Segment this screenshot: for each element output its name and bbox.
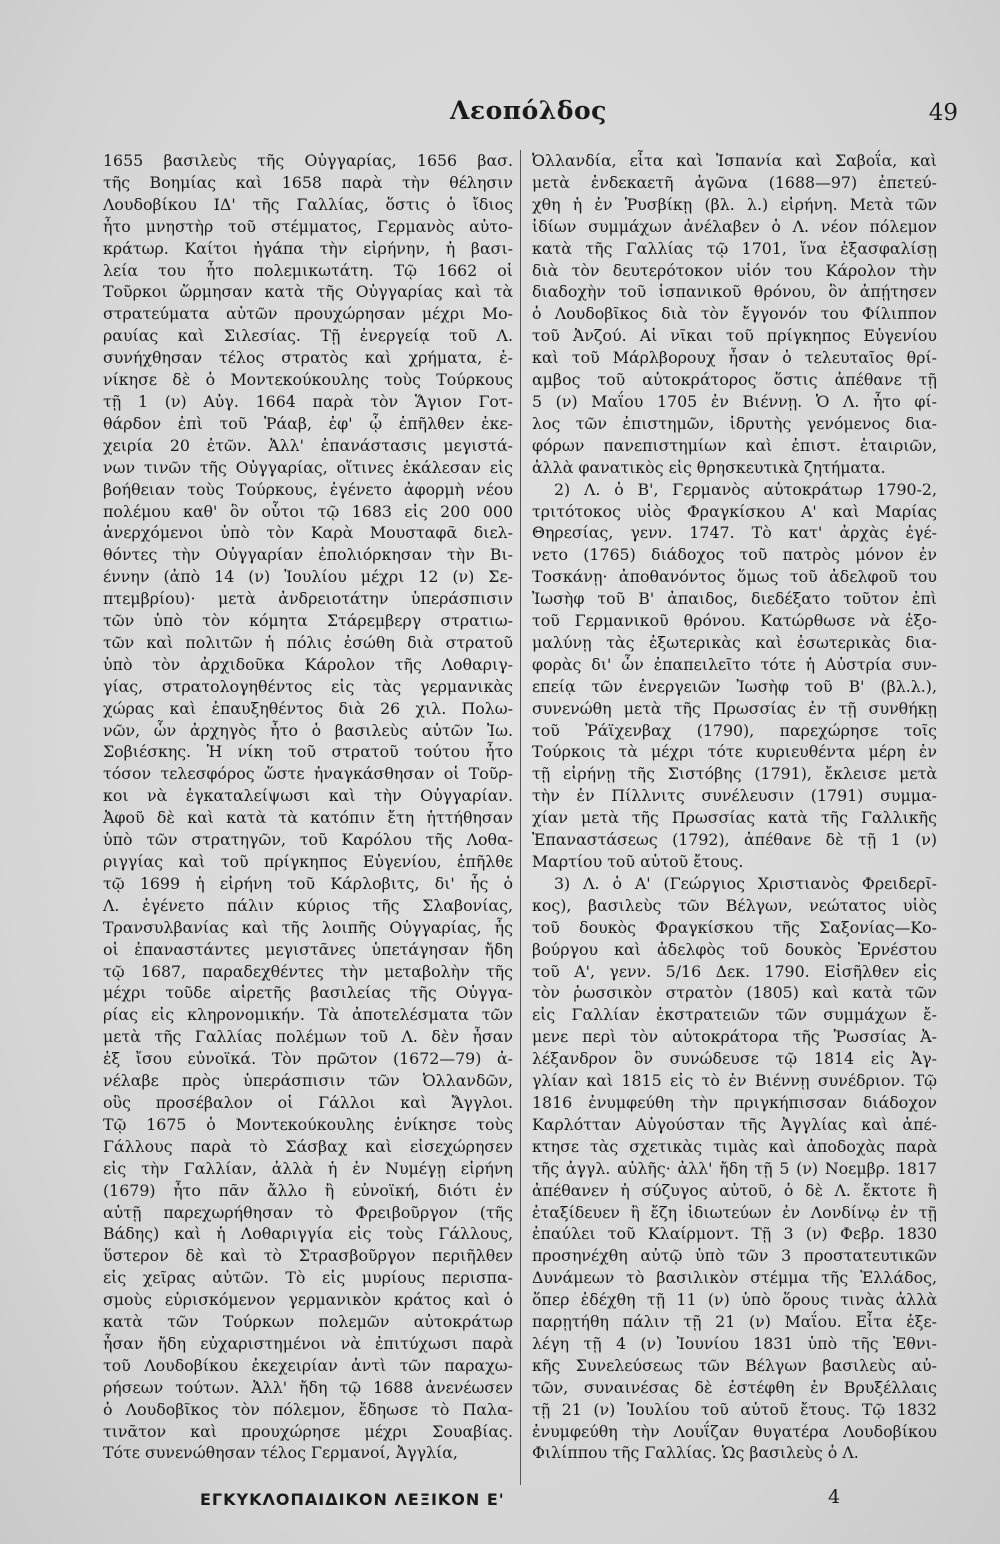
- left-column-line: νῶν, ὧν ἀρχηγὸς ἦτο ὁ βασιλεὺς αὐτῶν Ἰω.: [103, 720, 513, 740]
- right-column-line: αμβος τοῦ αὐτοκράτορος ὅστις ἀπέθανε τῇ: [532, 370, 937, 390]
- right-column-line: χίαν μετὰ τῆς Πρωσσίας κατὰ τῆς Γαλλικῆς: [532, 808, 937, 828]
- right-column-line: Ἰωσὴφ τοῦ Β' ἀπαιδος, διεδέξατο τοῦτον ἐπὶ: [532, 589, 937, 609]
- right-column-line: γλίαν καὶ 1815 εἰς τὸ ἐν Βιέννῃ συνέδριον. Τῷ: [532, 1071, 937, 1091]
- left-column-line: τινᾶτον καὶ προυχώρησε μέχρι Σουαβίας.: [103, 1421, 513, 1441]
- right-column: [532, 150, 937, 1464]
- right-column-line: κατὰ τῆς Γαλλίας τῷ 1701, ἵνα ἐξασφαλίσῃ: [532, 238, 937, 258]
- right-column-line: Τούρκοις τὰ μέχρι τότε κυριευθέντα μέρη ἐν: [532, 742, 937, 762]
- left-column-line: Σοβιέσκης. Ἡ νίκη τοῦ στρατοῦ τούτου ἦτο: [103, 742, 513, 762]
- left-column-line: οὓς προσέβαλον οἱ Γάλλοι καὶ Ἄγγλοι.: [103, 1092, 513, 1112]
- right-column-line: μενε περὶ τὸν αὐτοκράτορα τῆς Ῥωσσίας Ἀ-: [532, 1027, 937, 1047]
- left-column-line: τῷ 1699 ἡ εἰρήνη τοῦ Κάρλοβιτς, δι' ἧς ὁ: [103, 873, 513, 893]
- right-column-line: διαδοχὴν τοῦ ἱσπανικοῦ θρόνου, ὃν ἀπῄτησεν: [532, 282, 937, 302]
- right-column-line: Φιλίππου τῆς Γαλλίας. Ὡς βασιλεὺς ὁ Λ.: [532, 1443, 859, 1463]
- left-column-line: νέλαβε πρὸς ὑπεράσπισιν τῶν Ὀλλανδῶν,: [103, 1071, 513, 1091]
- right-column-line: 2) Λ. ὁ Β', Γερμανὸς αὐτοκράτωρ 1790-2,: [554, 479, 937, 499]
- left-column-line: χειρία 20 ἐτῶν. Ἀλλ' ἐπανάστασις μεγιστά-: [103, 435, 513, 455]
- left-column-line: οἱ ἐπαναστάντες μεγιστᾶνες ὑπετάγησαν ἤδη: [103, 939, 513, 959]
- right-column-line: 3) Λ. ὁ Α' (Γεώργιος Χριστιανὸς Φρειδερῖ-: [554, 873, 937, 893]
- right-column-line: τοῦ Ἀνζού. Αἱ νῖκαι τοῦ πρίγκηπος Εὐγενίου: [532, 326, 937, 346]
- right-column-line: τοῦ Ῥάϊχενβαχ (1790), παρεχώρησε τοῖς: [532, 720, 937, 740]
- signature-number: 4: [828, 1486, 841, 1508]
- left-column-line: 1655 βασιλεὺς τῆς Οὐγγαρίας, 1656 βασ.: [103, 151, 513, 170]
- right-column-line: λος τῶν ἐπιστημῶν, ἱδρυτὴς γενόμενος δια-: [532, 413, 937, 433]
- left-column-line: τῶν καὶ πολιτῶν ἡ πόλις ἐσώθη διὰ στρατοῦ: [103, 632, 513, 652]
- left-column-line: ὑπὸ τὸν ἀρχιδοῦκα Κάρολον τῆς Λοθαριγ-: [103, 654, 513, 674]
- right-column-line: καὶ τοῦ Μάρλβορουχ ἦσαν ὁ τελευταῖος θρί-: [532, 348, 937, 368]
- left-column-line: Τρανσυλβανίας καὶ τῆς λοιπῆς Οὐγγαρίας, ἧς: [103, 917, 513, 937]
- right-column-line: τὸν ῥωσσικὸν στρατὸν (1805) καὶ κατὰ τῶν: [532, 983, 937, 1003]
- left-column-line: ὑπὸ τῶν στρατηγῶν, τοῦ Καρόλου τῆς Λοθα-: [103, 830, 513, 850]
- left-column-line: θόντες τὴν Οὐγγαρίαν ἐπολιόρκησαν τὴν Βι-: [103, 545, 513, 565]
- right-column-line: 1816 ἐνυμφεύθη τὴν πριγκήπισσαν διάδοχον: [532, 1092, 937, 1112]
- left-column-line: ρήσεων τούτων. Ἀλλ' ἤδη τῷ 1688 ἀνενέωσεν: [103, 1377, 513, 1397]
- right-column-line: εἰς Γαλλίαν ἐκστρατειῶν τῶν συμμάχων ἔ-: [532, 1005, 937, 1025]
- left-column-line: συνήχθησαν τέλος στρατὸς καὶ χρήματα, ἐ-: [103, 348, 513, 368]
- right-column-line: ἀπέθανεν ἡ σύζυγος αὐτοῦ, ὁ δὲ Λ. ἔκτοτε ἢ: [532, 1180, 937, 1200]
- left-column-line: τῆς Βοημίας καὶ 1658 παρὰ τὴν θέλησιν: [103, 172, 513, 192]
- left-column-line: ὕστερον δὲ καὶ τὸ Στρασβοῦργον περιῆλθεν: [103, 1246, 513, 1266]
- left-column-line: τῶν ὑπὸ τὸν κόμητα Στάρεμβεργ στρατιω-: [103, 611, 513, 631]
- left-column-line: κατὰ τῶν Τούρκων πολεμῶν αὐτοκράτωρ: [103, 1312, 513, 1332]
- left-column-line: μετὰ τῆς Γαλλίας πολέμων τοῦ Λ. δὲν ἦσαν: [103, 1027, 513, 1047]
- left-column-line: ἦσαν ἤδη εὐχαριστημένοι νὰ ἐπιτύχωσι παρὰ: [103, 1333, 513, 1353]
- right-column-line: Θηρεσίας, γενν. 1747. Τὸ κατ' ἀρχὰς ἐγέ-: [532, 523, 937, 543]
- left-column-line: πολέμου καθ' ὃν οὗτοι τῷ 1683 εἰς 200 000: [103, 501, 513, 521]
- right-column-line: κτησε τὰς σχετικὰς τιμὰς καὶ ἀποδοχὰς παρὰ: [532, 1136, 937, 1156]
- left-column-line: Τοῦρκοι ὥρμησαν κατὰ τῆς Οὐγγαρίας καὶ τὰ: [103, 282, 513, 302]
- right-column-line: λέγη τῇ 4 (ν) Ἰουνίου 1831 ὑπὸ τῆς Ἐθνι-: [532, 1333, 937, 1353]
- right-column-line: χθη ἡ ἐν Ῥυσβίκῃ (βλ. λ.) εἰρήνη. Μετὰ τῶν: [532, 194, 937, 214]
- left-column-line: ρίας εἰς κληρονομικήν. Τὰ ἀποτελέσματα τῶν: [103, 1005, 513, 1025]
- left-column-line: τῷ 1687, παραδεχθέντες τὴν μεταβολὴν τῆς: [103, 961, 513, 981]
- right-column-line: ἀλλὰ φανατικὸς εἰς θρησκευτικὰ ζητήματα.: [532, 457, 886, 477]
- left-column-line: νων τινῶν τῆς Οὐγγαρίας, οἵτινες ἐκάλεσαν εἰς: [103, 457, 513, 477]
- right-column-line: Ὀλλανδία, εἶτα καὶ Ἱσπανία καὶ Σαβοΐα, καὶ: [532, 151, 937, 170]
- left-column-line: Τῷ 1675 ὁ Μοντεκούκουλης ἐνίκησε τοὺς: [103, 1114, 513, 1134]
- right-column-line: διὰ τὸν δευτερότοκον υἱόν του Κάρολον τὴν: [532, 260, 937, 280]
- right-column-line: κος), βασιλεὺς τῶν Βέλγων, νεώτατος υἱὸς: [532, 895, 937, 915]
- left-column-line: (1679) ἦτο πᾶν ἄλλο ἢ εὐνοϊκή, διότι ἐν: [103, 1180, 513, 1200]
- right-column-line: επείᾳ τῶν ἐνεργειῶν Ἰωσὴφ τοῦ Β' (βλ.λ.),: [532, 676, 937, 696]
- page-number: 49: [928, 100, 958, 126]
- right-column-line: ἰδίων συμμάχων ἀνέλαβεν ὁ Λ. νέον πόλεμον: [532, 216, 937, 236]
- right-column-line: ἐνυμφεύθη τὴν Λουΐζαν θυγατέρα Λουδοβίκου: [532, 1421, 937, 1441]
- left-column-line: κοι νὰ ἐγκαταλείψωσι καὶ τὴν Οὐγγαρίαν.: [103, 786, 513, 806]
- right-column-line: τριτότοκος υἱὸς Φραγκίσκου Α' καὶ Μαρίας: [532, 501, 937, 521]
- right-column-line: ὅπερ ἐδέχθη τῇ 11 (ν) ὑπὸ ὅρους τινὰς ἀλλὰ: [532, 1290, 937, 1310]
- left-column-line: έννην (ἀπὸ 14 (ν) Ἰουλίου μέχρι 12 (ν) Σε-: [103, 567, 513, 587]
- left-column-line: ἀνερχόμενοι ὑπὸ τὸν Καρὰ Μουσταφᾶ διελ-: [103, 523, 513, 543]
- left-column-line: ἦτο μνηστὴρ τοῦ στέμματος, Γερμανὸς αὐτο-: [103, 216, 513, 236]
- left-column-line: τόσον τελεσφόρος ὥστε ἠναγκάσθησαν οἱ Τοῦρ-: [103, 764, 513, 784]
- right-column-line: τοῦ Α', γενν. 5/16 Δεκ. 1790. Εἰσῆλθεν εἰς: [532, 961, 937, 981]
- left-column-line: κράτωρ. Καίτοι ἠγάπα τὴν εἰρήνην, ἡ βασι-: [103, 238, 513, 258]
- left-column-line: λεία του ἦτο πολεμικωτάτη. Τῷ 1662 οἱ: [103, 260, 513, 280]
- right-column-line: ἐταξίδευεν ἢ ἔζη ἰδιωτεύων ἐν Λονδίνῳ ἐν τῇ: [532, 1202, 937, 1222]
- right-column-line: Καρλότταν Αὐγούσταν τῆς Ἀγγλίας καὶ ἀπέ-: [532, 1114, 937, 1134]
- left-column-line: ὁ Λουδοβῖκος τὸν πόλεμον, ἔδηωσε τὸ Παλα-: [103, 1399, 513, 1419]
- left-column-line: εἰς τὴν Γαλλίαν, ἀλλὰ ἡ ἐν Νυμέγῃ εἰρήνη: [103, 1158, 513, 1178]
- right-column-line: κῆς Συνελεύσεως τῶν Βέλγων βασιλεὺς αὐ-: [532, 1355, 937, 1375]
- right-column-line: συνενώθη μετὰ τῆς Πρωσσίας ἐν τῇ συνθήκῃ: [532, 698, 937, 718]
- right-column-line: ὁ Λουδοβῖκος διὰ τὸν ἔγγονόν του Φίλιππον: [532, 304, 937, 324]
- left-column-line: Λ. ἐγένετο πάλιν κύριος τῆς Σλαβονίας,: [103, 895, 513, 915]
- right-column-line: τῆς ἀγγλ. αὐλῆς· ἀλλ' ἤδη τῇ 5 (ν) Νοεμβρ. 1817: [532, 1158, 937, 1178]
- left-column-line: γίας, στρατολογηθέντος εἰς τὰς γερμανικὰς: [103, 676, 513, 696]
- right-column-line: Μαρτίου τοῦ αὐτοῦ ἔτους.: [532, 852, 744, 871]
- right-column-line: φορὰς δι' ὧν ἐπαπειλεῖτο τότε ἡ Αὐστρία συν-: [532, 654, 937, 674]
- page-title: Λεοπόλδος: [450, 96, 607, 125]
- left-column-line: ραυίας καὶ Σιλεσίας. Τῇ ἐνεργείᾳ τοῦ Λ.: [103, 326, 513, 346]
- right-column-line: μαλύνῃ τὰς ἐξωτερικὰς καὶ ἐσωτερικὰς δια-: [532, 632, 937, 652]
- left-column-line: ἐξ ἴσου εὐνοϊκά. Τὸν πρῶτον (1672—79) ἀ-: [103, 1049, 513, 1069]
- column-divider: [520, 150, 521, 1485]
- left-column-line: βοήθειαν τοὺς Τούρκους, ἐγένετο ἀφορμὴ νέου: [103, 479, 513, 499]
- right-column-line: νετο (1765) διάδοχος τοῦ πατρὸς μόνον ἐν: [532, 545, 937, 565]
- right-column-line: τοῦ δουκὸς Φραγκίσκου τῆς Σαξονίας—Κο-: [532, 917, 937, 937]
- right-column-line: τὴν ἐν Πίλλνιτς συνέλευσιν (1791) συμμα-: [532, 786, 937, 806]
- right-column-line: βούργου καὶ ἀδελφὸς τοῦ δουκὸς Ἐρνέστου: [532, 939, 937, 959]
- left-column-line: μέχρι τοῦδε αἱρετῆς βασιλείας τῆς Οὐγγα-: [103, 983, 513, 1003]
- left-column-line: ριγγίας καὶ τοῦ πρίγκηπος Εὐγενίου, ἐπῆλθε: [103, 852, 513, 871]
- left-column-line: Γάλλους παρὰ τὸ Σάσβαχ καὶ εἰσεχώρησεν: [103, 1136, 513, 1156]
- left-column-line: τοῦ Λουδοβίκου ἐκεχειρίαν ἀντὶ τῶν παραχω-: [103, 1355, 513, 1375]
- right-column-line: προσηνέχθη αὐτῷ ὑπὸ τῶν 3 προστατευτικῶν: [532, 1246, 937, 1266]
- right-column-line: τῇ εἰρήνῃ τῆς Σιστόβης (1791), ἔκλεισε μετὰ: [532, 764, 937, 784]
- left-column-line: εἰς χεῖρας αὐτῶν. Τὸ εἰς μυρίους περισπα-: [103, 1268, 513, 1288]
- left-column-line: Ἀφοῦ δὲ καὶ κατὰ τὰ κατόπιν ἔτη ἡττήθησαν: [103, 808, 513, 828]
- right-column-line: παρῃτήθη πάλιν τῇ 21 (ν) Μαΐου. Εἶτα ἐξε-: [532, 1312, 937, 1332]
- right-column-line: 5 (ν) Μαΐου 1705 ἐν Βιέννῃ. Ὁ Λ. ἦτο φί-: [532, 391, 937, 411]
- left-column-line: Λουδοβίκου ΙΔ' τῆς Γαλλίας, ὅστις ὁ ἴδιος: [103, 194, 513, 214]
- printer-signature: ΕΓΚΥΚΛΟΠΑΙΔΙΚΟΝ ΛΕΞΙΚΟΝ Ε': [200, 1490, 505, 1509]
- right-column-line: Τοσκάνῃ· ἀποθανόντος ὅμως τοῦ ἀδελφοῦ του: [532, 567, 937, 587]
- right-column-line: τοῦ Γερμανικοῦ θρόνου. Κατώρθωσε νὰ ἐξο-: [532, 611, 937, 631]
- left-column-line: τῇ 1 (ν) Αὐγ. 1664 παρὰ τὸν Ἅγιον Γοτ-: [103, 391, 513, 411]
- right-column-line: τῇ 21 (ν) Ἰουλίου τοῦ αὐτοῦ ἔτους. Τῷ 1832: [532, 1399, 937, 1419]
- left-column-line: Τότε συνενώθησαν τέλος Γερμανοί, Ἀγγλία,: [103, 1443, 458, 1463]
- right-column-line: λέξανδρον ὃν συνώδευσε τῷ 1814 εἰς Ἀγ-: [532, 1049, 937, 1069]
- left-column: [103, 150, 513, 1464]
- left-column-line: σμοὺς εὑρισκόμενον γερμανικὸν κράτος καὶ ὁ: [103, 1290, 513, 1310]
- right-column-line: φόρων πανεπιστημίων καὶ ἐπιστ. ἑταιριῶν,: [532, 435, 937, 455]
- left-column-line: στρατεύματα αὐτῶν προυχώρησαν μέχρι Μο-: [103, 304, 513, 324]
- right-column-line: Ἐπαναστάσεως (1792), ἀπέθανε δὲ τῇ 1 (ν): [532, 830, 937, 850]
- left-column-line: αὐτῇ παρεχωρήθησαν τὸ Φρειβοῦργον (τῆς: [103, 1202, 513, 1222]
- right-column-line: Δυνάμεων τὸ βασιλικὸν στέμμα τῆς Ἑλλάδος,: [532, 1268, 937, 1288]
- left-column-line: πτεμβρίου)· μετὰ ἀνδρειοτάτην ὑπεράσπισιν: [103, 589, 513, 609]
- left-column-line: Βάδης) καὶ ἡ Λοθαριγγία εἰς τοὺς Γάλλους,: [103, 1224, 513, 1244]
- page-footer: [0, 1486, 1000, 1530]
- right-column-line: τῶν, συναινέσας δὲ ἐστέφθη ἐν Βρυξέλλαις: [532, 1377, 937, 1397]
- running-head: [0, 96, 1000, 136]
- left-column-line: νίκησε δὲ ὁ Μοντεκούκουλης τοὺς Τούρκους: [103, 370, 513, 390]
- right-column-line: ἐπαύλει τοῦ Κλαίρμοντ. Τῇ 3 (ν) Φεβρ. 1830: [532, 1224, 937, 1244]
- left-column-line: χώρας καὶ ἐπαυξηθέντος διὰ 26 χιλ. Πολω-: [103, 698, 513, 718]
- right-column-line: μετὰ ἑνδεκαετῆ ἀγῶνα (1688—97) ἐπετεύ-: [532, 172, 937, 192]
- left-column-line: θάρδον ἐπὶ τοῦ Ῥάαβ, ἐφ' ᾧ ἐπῆλθεν ἐκε-: [103, 413, 513, 433]
